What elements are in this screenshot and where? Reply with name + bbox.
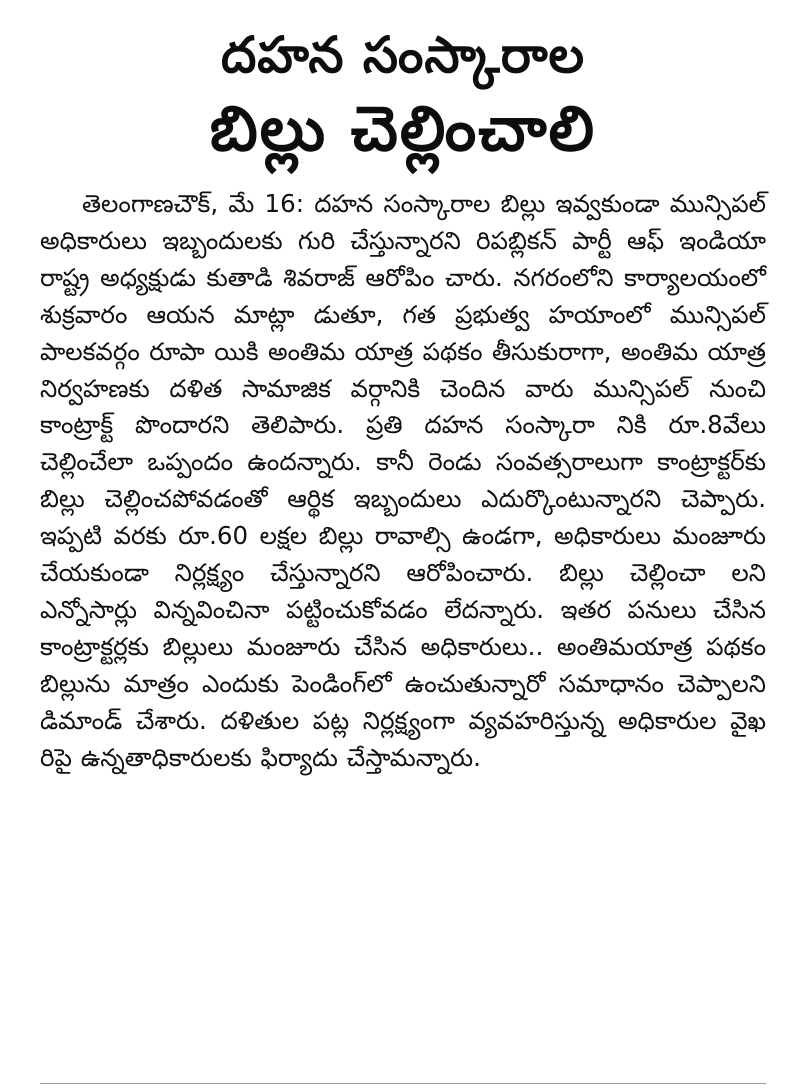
article-body: తెలంగాణచౌక్, మే 16: దహన సంస్కారాల బిల్లు ఇవ్వకుండా మున్సిపల్ అధికారులు ఇబ్బందులకు గురి చేస్తున్నారని రిపబ్లికన్ పార్టీ ఆఫ్ ఇండియా రాష్ట్ర అధ్యక్షుడు కుతాడి శివరాజ్ ఆరోపిం చారు. నగరంలోని కార్యాలయంలో శుక్రవారం ఆయన మాట్లా డుతూ, గత ప్రభుత్వ హయాంలో మున్సిపల్ పాలకవర్గం రూపా యికి అంతిమ యాత్ర పథకం తీసుకురాగా, అంతిమ యాత్ర నిర్వహణకు దళిత సామాజిక వర్గానికి చెందిన వారు మున్సిపల్ నుంచి కాంట్రాక్ట్ పొందారని తెలిపారు. ప్రతి దహన సంస్కారా నికి రూ.8వేలు చెల్లించేలా ఒప్పందం ఉందన్నారు. కానీ రెండు సంవత్సరాలుగా కాంట్రాక్టర్‌కు బిల్లు చెల్లించపోవడంతో ఆర్థిక ఇబ్బందులు ఎదుర్కొంటున్నారని చెప్పారు. ఇప్పటి వరకు రూ.60 లక్షల బిల్లు రావాల్సి ఉండగా, అధికారులు మంజూరు చేయకుండా నిర్లక్ష్యం చేస్తున్నారని ఆరోపించారు. బిల్లు చెల్లించా లని ఎన్నోసార్లు విన్నవించినా పట్టించుకోవడం లేదన్నారు. ఇతర పనులు చేసిన కాంట్రాక్టర్లకు బిల్లులు మంజూరు చేసిన అధికారులు.. అంతిమయాత్ర పథకం బిల్లును మాత్రం ఎందుకు పెండింగ్‌లో ఉంచుతున్నారో సమాధానం చెప్పాలని డిమాండ్ చేశారు. దళితుల పట్ల నిర్లక్ష్యంగా వ్యవహరిస్తున్న అధికారుల వైఖ రిపై ఉన్నతాధికారులకు ఫిర్యాదు చేస్తామన్నారు.: [40, 189, 766, 772]
headline-line-1: దహన సంస్కారాల: [220, 26, 585, 84]
bottom-divider: [40, 1083, 766, 1084]
headline-line-2: బిల్లు చెల్లించాలి: [209, 92, 597, 165]
